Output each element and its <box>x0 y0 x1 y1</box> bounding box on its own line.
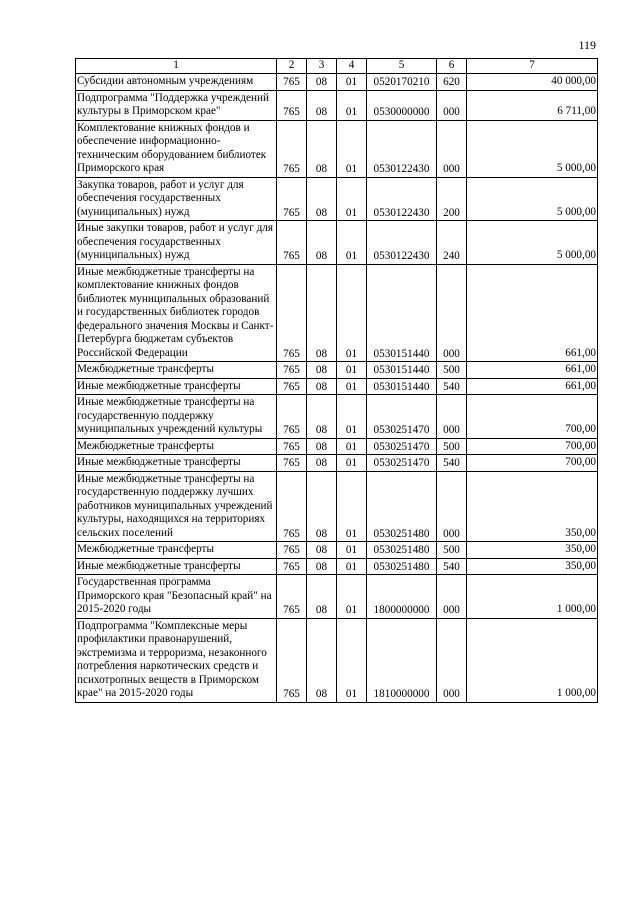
cell-target: 0530122430 <box>367 120 437 177</box>
table-row <box>76 575 598 619</box>
cell-expense-type: 500 <box>437 438 467 455</box>
table-row <box>76 90 598 120</box>
cell-section: 08 <box>307 120 337 177</box>
cell-section: 08 <box>307 575 337 619</box>
table-row <box>76 221 598 265</box>
cell-target: 0530251470 <box>367 438 437 455</box>
cell-section: 08 <box>307 221 337 265</box>
header-row <box>76 59 598 74</box>
cell-admin: 765 <box>277 618 307 702</box>
cell-section: 08 <box>307 455 337 472</box>
cell-name: Иные закупки товаров, работ и услуг для обеспечения государственных (муниципальных) нужд <box>76 221 277 265</box>
cell-target: 1810000000 <box>367 618 437 702</box>
page-number: 119 <box>578 38 596 52</box>
cell-amount: 350,00 <box>467 471 598 542</box>
cell-subsection: 01 <box>337 558 367 575</box>
cell-section: 08 <box>307 618 337 702</box>
cell-amount: 1 000,00 <box>467 575 598 619</box>
cell-name: Государственная программа Приморского края "Безопасный край" на 2015-2020 годы <box>76 575 277 619</box>
cell-subsection: 01 <box>337 362 367 379</box>
cell-name: Межбюджетные трансферты <box>76 362 277 379</box>
cell-target: 0530251480 <box>367 558 437 575</box>
table-row <box>76 542 598 559</box>
table-row <box>76 558 598 575</box>
cell-expense-type: 000 <box>437 618 467 702</box>
cell-amount: 350,00 <box>467 542 598 559</box>
cell-admin: 765 <box>277 395 307 439</box>
cell-section: 08 <box>307 542 337 559</box>
header-col-7: 7 <box>467 59 598 74</box>
cell-section: 08 <box>307 177 337 221</box>
table-row <box>76 120 598 177</box>
budget-table <box>75 58 598 703</box>
cell-name: Иные межбюджетные трансферты на комплектование книжных фондов библиотек муниципальных образований и государственных библиотек городов федерального значения Москвы и Санкт-Петербурга бюджетам субъектов Российской Федерации <box>76 264 277 362</box>
cell-section: 08 <box>307 362 337 379</box>
cell-amount: 6 711,00 <box>467 90 598 120</box>
cell-section: 08 <box>307 395 337 439</box>
cell-subsection: 01 <box>337 542 367 559</box>
cell-subsection: 01 <box>337 471 367 542</box>
cell-name: Иные межбюджетные трансферты на государственную поддержку муниципальных учреждений культуры <box>76 395 277 439</box>
cell-amount: 350,00 <box>467 558 598 575</box>
cell-section: 08 <box>307 74 337 91</box>
table-row <box>76 471 598 542</box>
table-row <box>76 395 598 439</box>
cell-subsection: 01 <box>337 120 367 177</box>
cell-admin: 765 <box>277 438 307 455</box>
cell-amount: 700,00 <box>467 455 598 472</box>
cell-expense-type: 000 <box>437 395 467 439</box>
cell-expense-type: 500 <box>437 542 467 559</box>
cell-subsection: 01 <box>337 378 367 395</box>
cell-admin: 765 <box>277 542 307 559</box>
cell-name: Иные межбюджетные трансферты <box>76 378 277 395</box>
cell-amount: 1 000,00 <box>467 618 598 702</box>
cell-amount: 661,00 <box>467 264 598 362</box>
cell-name: Иные межбюджетные трансферты <box>76 455 277 472</box>
cell-admin: 765 <box>277 90 307 120</box>
cell-admin: 765 <box>277 221 307 265</box>
table-row <box>76 177 598 221</box>
cell-expense-type: 540 <box>437 455 467 472</box>
header-col-4: 4 <box>337 59 367 74</box>
cell-subsection: 01 <box>337 90 367 120</box>
cell-name: Подпрограмма "Комплексные меры профилактики правонарушений, экстремизма и терроризма, незаконного потребления наркотических средств и психотропных веществ в Приморском крае" на 2015-2020 годы <box>76 618 277 702</box>
cell-amount: 5 000,00 <box>467 221 598 265</box>
cell-name: Межбюджетные трансферты <box>76 542 277 559</box>
cell-target: 0520170210 <box>367 74 437 91</box>
cell-subsection: 01 <box>337 618 367 702</box>
cell-target: 0530251470 <box>367 455 437 472</box>
header-col-3: 3 <box>307 59 337 74</box>
cell-admin: 765 <box>277 177 307 221</box>
cell-subsection: 01 <box>337 264 367 362</box>
cell-expense-type: 540 <box>437 558 467 575</box>
cell-expense-type: 000 <box>437 264 467 362</box>
cell-section: 08 <box>307 471 337 542</box>
cell-name: Иные межбюджетные трансферты на государственную поддержку лучших работников муниципальных учреждений культуры, находящихся на территориях сельских поселений <box>76 471 277 542</box>
cell-subsection: 01 <box>337 177 367 221</box>
cell-expense-type: 500 <box>437 362 467 379</box>
cell-subsection: 01 <box>337 575 367 619</box>
cell-expense-type: 000 <box>437 471 467 542</box>
cell-subsection: 01 <box>337 455 367 472</box>
cell-subsection: 01 <box>337 74 367 91</box>
cell-target: 0530151440 <box>367 378 437 395</box>
cell-amount: 700,00 <box>467 395 598 439</box>
cell-admin: 765 <box>277 558 307 575</box>
table-row <box>76 362 598 379</box>
cell-subsection: 01 <box>337 221 367 265</box>
cell-expense-type: 540 <box>437 378 467 395</box>
cell-admin: 765 <box>277 378 307 395</box>
table-row <box>76 438 598 455</box>
cell-admin: 765 <box>277 362 307 379</box>
table-row <box>76 618 598 702</box>
cell-target: 0530122430 <box>367 221 437 265</box>
table-row <box>76 378 598 395</box>
cell-target: 1800000000 <box>367 575 437 619</box>
cell-subsection: 01 <box>337 395 367 439</box>
cell-amount: 661,00 <box>467 362 598 379</box>
cell-target: 0530251480 <box>367 471 437 542</box>
cell-name: Межбюджетные трансферты <box>76 438 277 455</box>
cell-admin: 765 <box>277 471 307 542</box>
cell-target: 0530251480 <box>367 542 437 559</box>
cell-expense-type: 200 <box>437 177 467 221</box>
cell-amount: 40 000,00 <box>467 74 598 91</box>
cell-expense-type: 240 <box>437 221 467 265</box>
cell-admin: 765 <box>277 264 307 362</box>
cell-target: 0530151440 <box>367 362 437 379</box>
cell-amount: 5 000,00 <box>467 177 598 221</box>
cell-section: 08 <box>307 90 337 120</box>
cell-name: Закупка товаров, работ и услуг для обеспечения государственных (муниципальных) нужд <box>76 177 277 221</box>
cell-expense-type: 620 <box>437 74 467 91</box>
cell-section: 08 <box>307 378 337 395</box>
cell-name: Подпрограмма "Поддержка учреждений культуры в Приморском крае" <box>76 90 277 120</box>
cell-target: 0530000000 <box>367 90 437 120</box>
cell-admin: 765 <box>277 575 307 619</box>
cell-target: 0530122430 <box>367 177 437 221</box>
cell-admin: 765 <box>277 455 307 472</box>
cell-amount: 700,00 <box>467 438 598 455</box>
cell-subsection: 01 <box>337 438 367 455</box>
cell-name: Комплектование книжных фондов и обеспечение информационно-техническим оборудованием библиотек Приморского края <box>76 120 277 177</box>
table-row <box>76 455 598 472</box>
cell-admin: 765 <box>277 74 307 91</box>
cell-target: 0530251470 <box>367 395 437 439</box>
cell-amount: 661,00 <box>467 378 598 395</box>
header-col-1: 1 <box>76 59 277 74</box>
table-row <box>76 264 598 362</box>
cell-section: 08 <box>307 558 337 575</box>
cell-admin: 765 <box>277 120 307 177</box>
cell-section: 08 <box>307 438 337 455</box>
table-row <box>76 74 598 91</box>
cell-expense-type: 000 <box>437 120 467 177</box>
header-col-6: 6 <box>437 59 467 74</box>
cell-name: Иные межбюджетные трансферты <box>76 558 277 575</box>
cell-expense-type: 000 <box>437 575 467 619</box>
cell-expense-type: 000 <box>437 90 467 120</box>
header-col-5: 5 <box>367 59 437 74</box>
header-col-2: 2 <box>277 59 307 74</box>
cell-target: 0530151440 <box>367 264 437 362</box>
cell-name: Субсидии автономным учреждениям <box>76 74 277 91</box>
cell-amount: 5 000,00 <box>467 120 598 177</box>
cell-section: 08 <box>307 264 337 362</box>
